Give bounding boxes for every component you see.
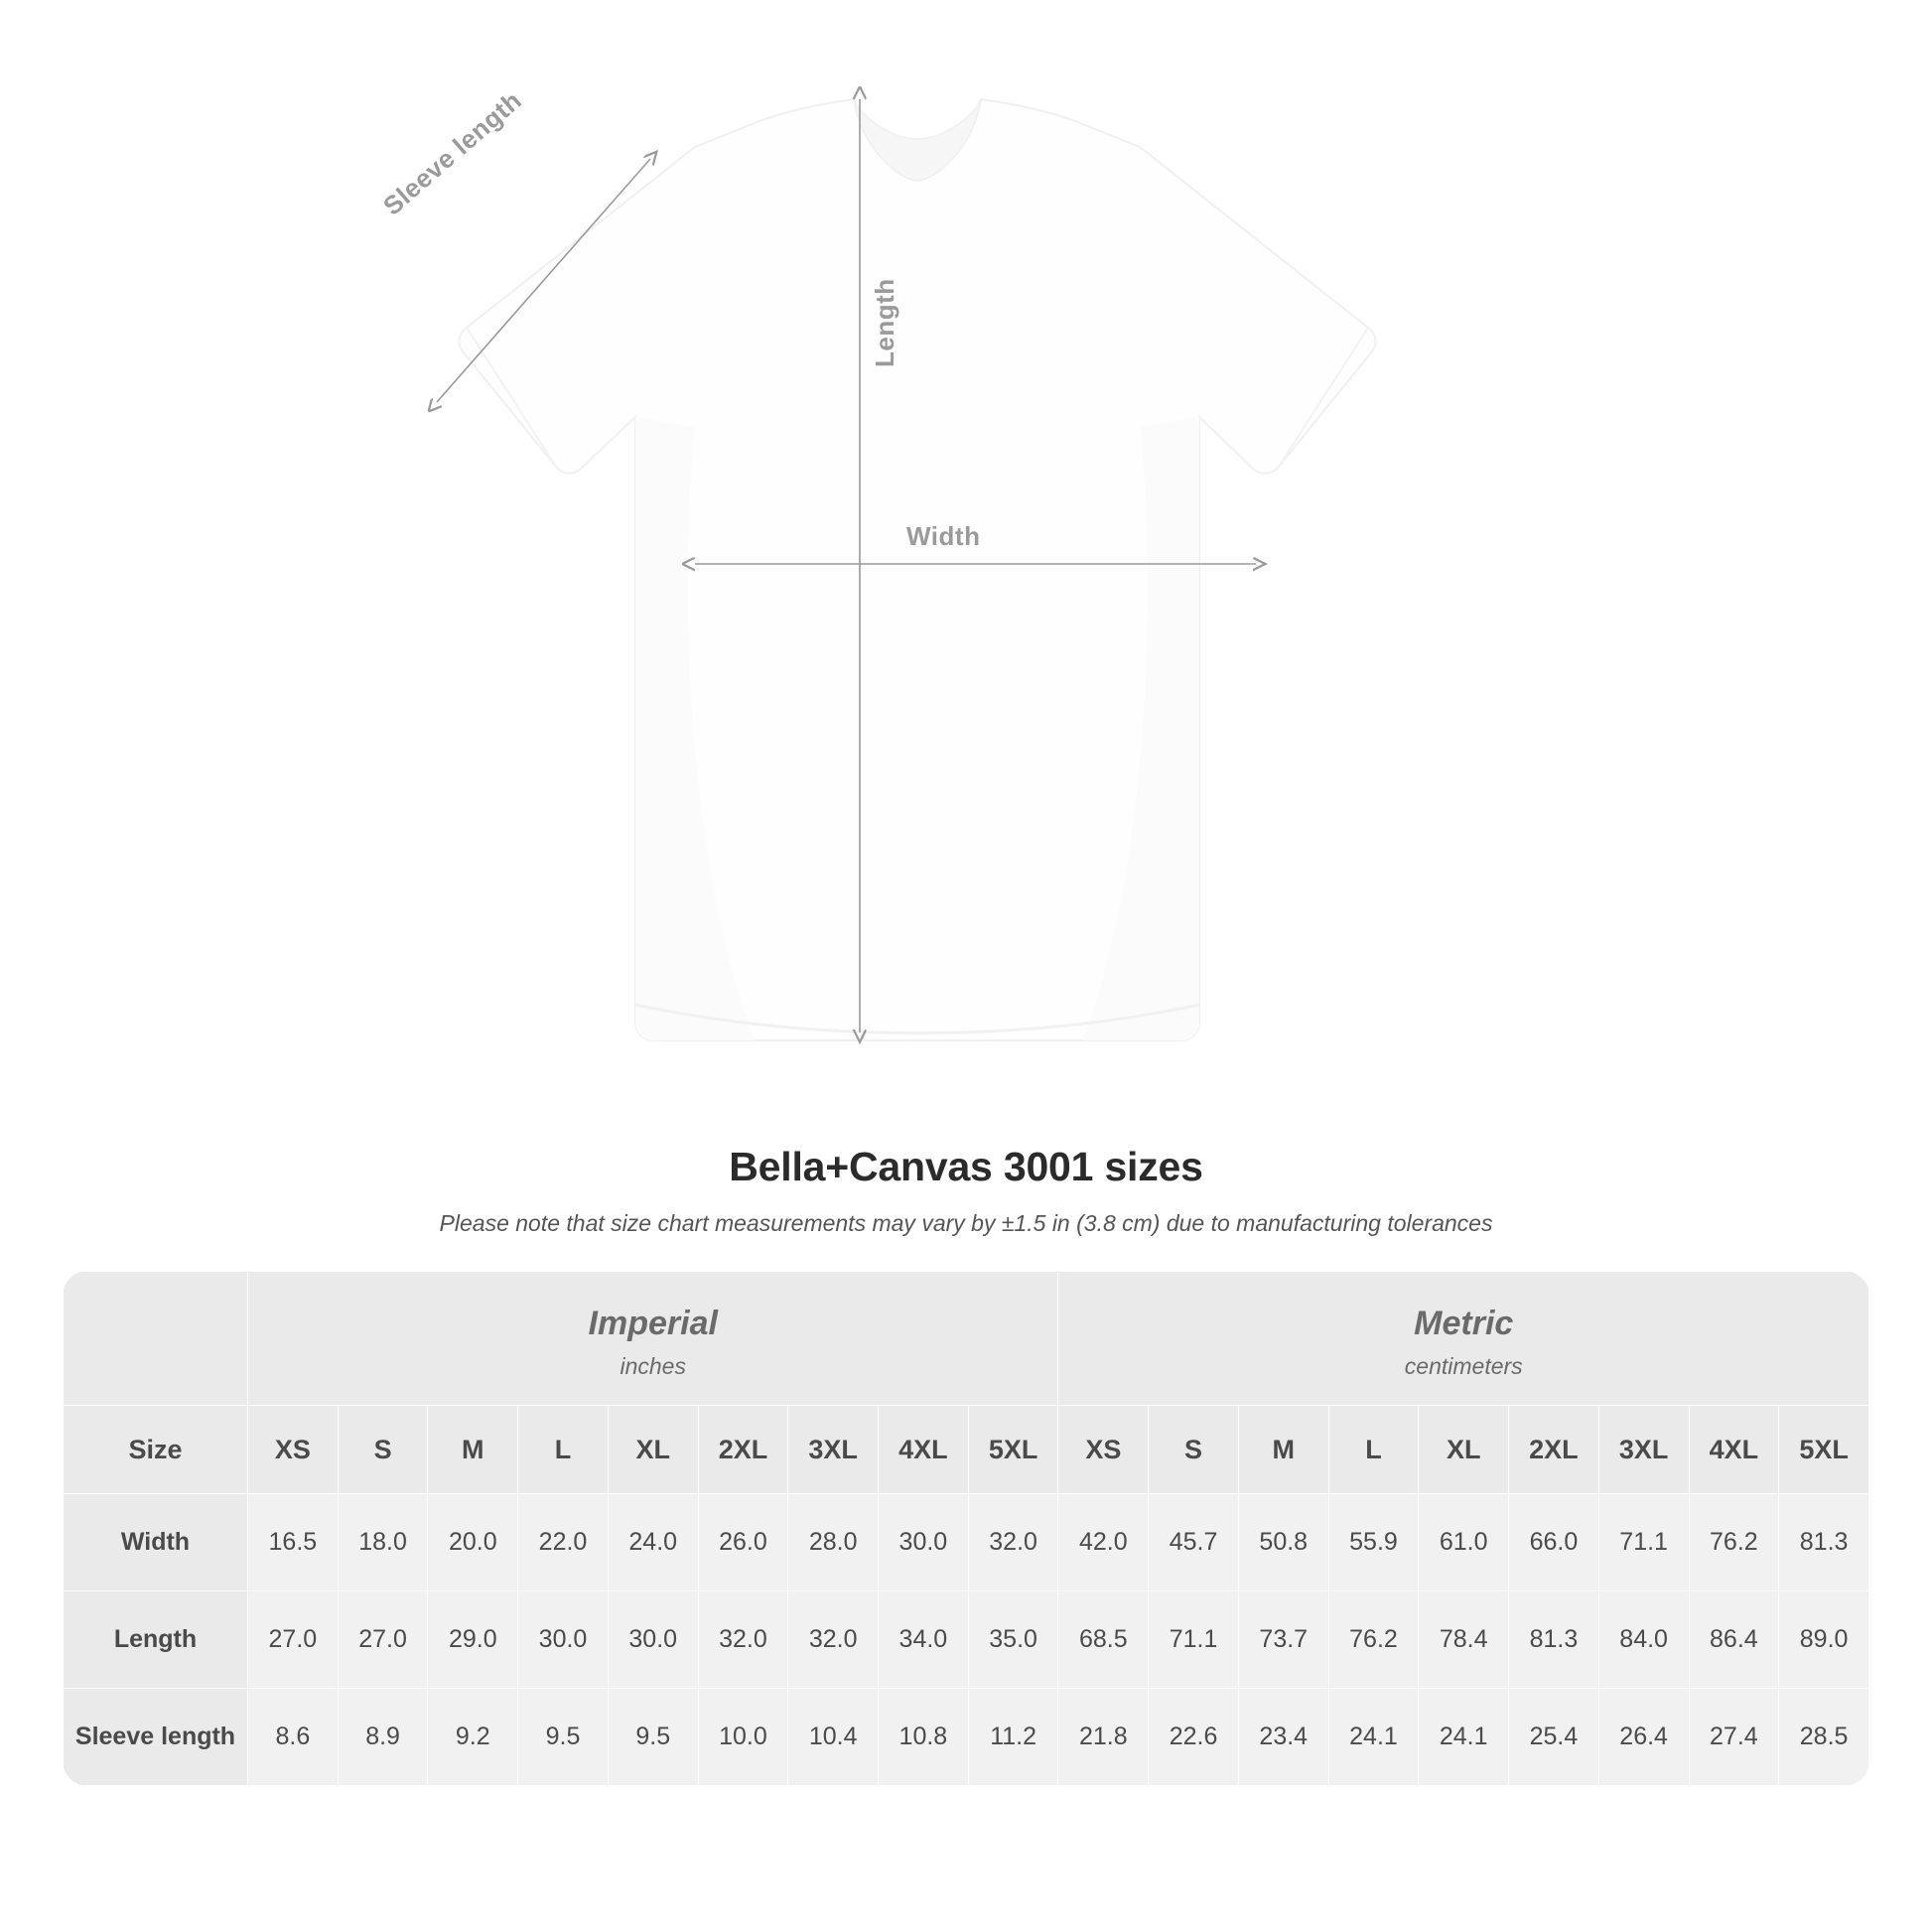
cell-value: 32.0 — [788, 1591, 879, 1689]
unit-metric-name: Metric — [1414, 1304, 1514, 1342]
cell-value: 22.0 — [518, 1494, 609, 1591]
cell-value: 8.6 — [248, 1689, 339, 1786]
cell-value: 89.0 — [1779, 1591, 1869, 1689]
header-size-col: L — [1328, 1406, 1419, 1494]
unit-imperial — [248, 1272, 1058, 1406]
header-size-col: 5XL — [1779, 1406, 1869, 1494]
cell-value: 22.6 — [1149, 1689, 1239, 1786]
unit-imperial-name: Imperial — [588, 1304, 718, 1342]
cell-value: 45.7 — [1149, 1494, 1239, 1591]
cell-value: 10.0 — [698, 1689, 788, 1786]
header-size-col: M — [428, 1406, 518, 1494]
cell-value: 9.5 — [518, 1689, 609, 1786]
header-size-col: 2XL — [1509, 1406, 1599, 1494]
cell-value: 28.5 — [1779, 1689, 1869, 1786]
size-table — [63, 1271, 1869, 1786]
cell-value: 8.9 — [338, 1689, 428, 1786]
cell-value: 42.0 — [1058, 1494, 1149, 1591]
cell-value: 71.1 — [1598, 1494, 1689, 1591]
cell-value: 10.4 — [788, 1689, 879, 1786]
cell-value: 61.0 — [1419, 1494, 1509, 1591]
header-size-col: S — [1149, 1406, 1239, 1494]
header-size-col: XL — [608, 1406, 698, 1494]
cell-value: 30.0 — [879, 1494, 969, 1591]
cell-value: 29.0 — [428, 1591, 518, 1689]
header-size-col: 2XL — [698, 1406, 788, 1494]
unit-metric — [1058, 1272, 1869, 1406]
measurement-note: Please note that size chart measurements may vary by ±1.5 in (3.8 cm) due to manufacturing tolerances — [439, 1210, 1493, 1236]
cell-value: 27.0 — [248, 1591, 339, 1689]
cell-value: 28.0 — [788, 1494, 879, 1591]
column-header-row — [64, 1406, 1869, 1494]
cell-value: 24.1 — [1328, 1689, 1419, 1786]
title-block — [0, 1144, 1932, 1237]
row-label-width: Width — [64, 1494, 248, 1591]
cell-value: 26.0 — [698, 1494, 788, 1591]
cell-value: 24.1 — [1419, 1689, 1509, 1786]
cell-value: 20.0 — [428, 1494, 518, 1591]
cell-value: 9.5 — [608, 1689, 698, 1786]
cell-value: 78.4 — [1419, 1591, 1509, 1689]
cell-value: 32.0 — [968, 1494, 1058, 1591]
header-size-col: XS — [248, 1406, 339, 1494]
cell-value: 71.1 — [1149, 1591, 1239, 1689]
cell-value: 76.2 — [1328, 1591, 1419, 1689]
header-size-col: 5XL — [968, 1406, 1058, 1494]
cell-value: 21.8 — [1058, 1689, 1149, 1786]
cell-value: 66.0 — [1509, 1494, 1599, 1591]
cell-value: 55.9 — [1328, 1494, 1419, 1591]
cell-value: 35.0 — [968, 1591, 1058, 1689]
size-table-container — [63, 1271, 1869, 1786]
cell-value: 10.8 — [879, 1689, 969, 1786]
cell-value: 9.2 — [428, 1689, 518, 1786]
cell-value: 16.5 — [248, 1494, 339, 1591]
label-length: Length — [870, 278, 899, 367]
cell-value: 26.4 — [1598, 1689, 1689, 1786]
header-size-col: XL — [1419, 1406, 1509, 1494]
cell-value: 86.4 — [1689, 1591, 1779, 1689]
header-size-col: 4XL — [879, 1406, 969, 1494]
cell-value: 27.4 — [1689, 1689, 1779, 1786]
cell-value: 76.2 — [1689, 1494, 1779, 1591]
cell-value: 81.3 — [1509, 1591, 1599, 1689]
cell-value: 30.0 — [518, 1591, 609, 1689]
tshirt-shape — [460, 99, 1376, 1040]
cell-value: 30.0 — [608, 1591, 698, 1689]
cell-value: 34.0 — [879, 1591, 969, 1689]
label-sleeve-length: Sleeve length — [377, 84, 528, 221]
header-size-col: S — [338, 1406, 428, 1494]
table-row — [64, 1591, 1869, 1689]
unit-header-row — [64, 1272, 1869, 1406]
cell-value: 73.7 — [1238, 1591, 1328, 1689]
unit-spacer — [64, 1272, 248, 1406]
cell-value: 81.3 — [1779, 1494, 1869, 1591]
cell-value: 50.8 — [1238, 1494, 1328, 1591]
cell-value: 23.4 — [1238, 1689, 1328, 1786]
row-label-length: Length — [64, 1591, 248, 1689]
page-title: Bella+Canvas 3001 sizes — [729, 1144, 1203, 1189]
header-size-col: XS — [1058, 1406, 1149, 1494]
cell-value: 18.0 — [338, 1494, 428, 1591]
cell-value: 84.0 — [1598, 1591, 1689, 1689]
cell-value: 32.0 — [698, 1591, 788, 1689]
cell-value: 25.4 — [1509, 1689, 1599, 1786]
header-size-col: L — [518, 1406, 609, 1494]
header-size-col: 3XL — [788, 1406, 879, 1494]
header-size-col: 4XL — [1689, 1406, 1779, 1494]
unit-imperial-sub: inches — [620, 1352, 686, 1379]
row-label-sleeve-length: Sleeve length — [64, 1689, 248, 1786]
header-size-col: 3XL — [1598, 1406, 1689, 1494]
cell-value: 68.5 — [1058, 1591, 1149, 1689]
table-row — [64, 1689, 1869, 1786]
label-width: Width — [906, 521, 981, 551]
table-row — [64, 1494, 1869, 1591]
header-size: Size — [64, 1406, 248, 1494]
cell-value: 11.2 — [968, 1689, 1058, 1786]
header-size-col: M — [1238, 1406, 1328, 1494]
unit-metric-sub: centimeters — [1404, 1352, 1523, 1379]
cell-value: 24.0 — [608, 1494, 698, 1591]
cell-value: 27.0 — [338, 1591, 428, 1689]
